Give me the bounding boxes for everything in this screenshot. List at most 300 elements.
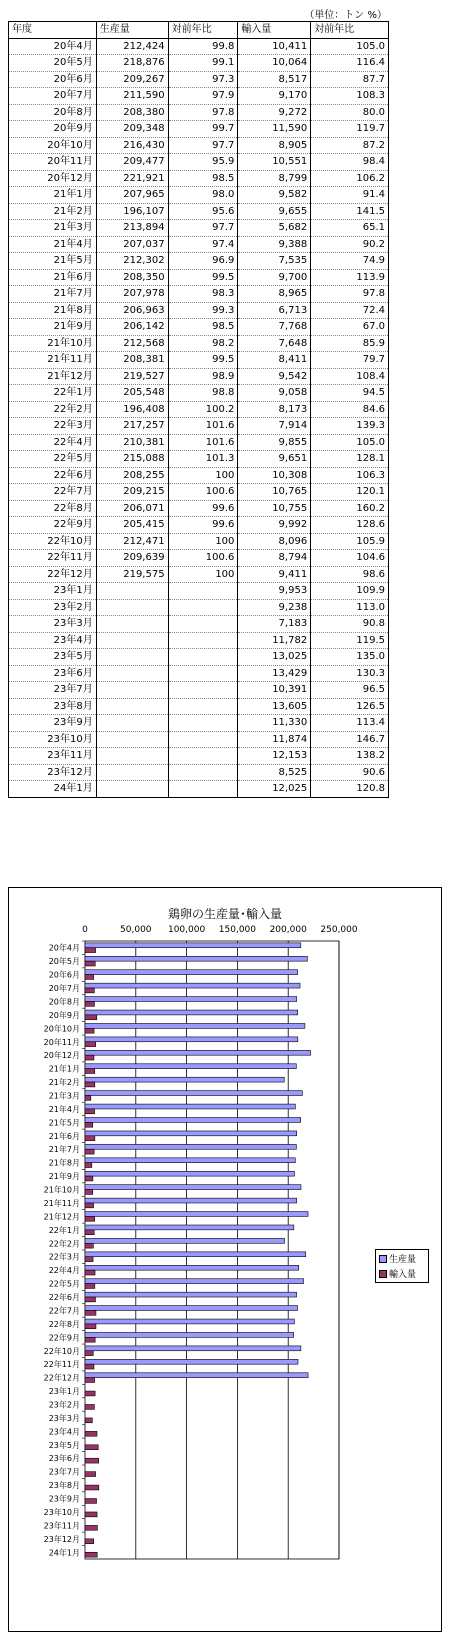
table-cell: 212,424 bbox=[96, 38, 168, 55]
y-category-label: 23年9月 bbox=[48, 1494, 80, 1504]
bar-import bbox=[85, 988, 94, 993]
y-category-label: 23年8月 bbox=[48, 1481, 80, 1491]
table-cell: 8,799 bbox=[238, 170, 311, 187]
table-cell bbox=[168, 748, 238, 765]
table-cell: 74.9 bbox=[311, 253, 389, 270]
y-category-label: 20年9月 bbox=[48, 1010, 80, 1020]
table-cell: 12,153 bbox=[238, 748, 311, 765]
table-row bbox=[9, 236, 389, 253]
bar-production bbox=[85, 1306, 298, 1311]
column-header: 対前年比 bbox=[311, 22, 389, 39]
table-cell: 22年10月 bbox=[9, 533, 97, 550]
table-cell: 23年2月 bbox=[9, 599, 97, 616]
y-category-label: 22年8月 bbox=[48, 1319, 80, 1329]
table-cell bbox=[168, 665, 238, 682]
table-cell: 138.2 bbox=[311, 748, 389, 765]
table-cell: 119.7 bbox=[311, 121, 389, 138]
table-row bbox=[9, 401, 389, 418]
table-cell: 196,408 bbox=[96, 401, 168, 418]
table-cell: 21年6月 bbox=[9, 269, 97, 286]
bar-production bbox=[85, 1104, 295, 1109]
table-row bbox=[9, 137, 389, 154]
column-header: 年度 bbox=[9, 22, 97, 39]
table-cell: 9,855 bbox=[238, 434, 311, 451]
bar-import bbox=[85, 1458, 99, 1463]
table-row bbox=[9, 253, 389, 270]
table-cell bbox=[168, 649, 238, 666]
table-cell: 207,965 bbox=[96, 187, 168, 204]
table-cell: 7,648 bbox=[238, 335, 311, 352]
bar-import bbox=[85, 1069, 95, 1074]
table-cell bbox=[96, 665, 168, 682]
table-cell: 10,755 bbox=[238, 500, 311, 517]
table-cell: 21年1月 bbox=[9, 187, 97, 204]
y-category-label: 21年1月 bbox=[48, 1064, 80, 1074]
table-cell: 208,350 bbox=[96, 269, 168, 286]
table-cell bbox=[96, 715, 168, 732]
bar-import bbox=[85, 1109, 95, 1114]
table-cell: 97.3 bbox=[168, 71, 238, 88]
table-row bbox=[9, 385, 389, 402]
bar-production bbox=[85, 1319, 294, 1324]
table-cell: 207,037 bbox=[96, 236, 168, 253]
table-cell: 209,215 bbox=[96, 484, 168, 501]
table-row bbox=[9, 368, 389, 385]
table-cell: 65.1 bbox=[311, 220, 389, 237]
x-tick-label: 200,000 bbox=[269, 925, 307, 935]
bar-import bbox=[85, 1472, 96, 1477]
table-row bbox=[9, 500, 389, 517]
bar-import bbox=[85, 1149, 94, 1154]
table-cell bbox=[168, 616, 238, 633]
table-cell: 116.4 bbox=[311, 55, 389, 72]
table-cell: 90.8 bbox=[311, 616, 389, 633]
table-cell: 9,058 bbox=[238, 385, 311, 402]
table-cell: 98.6 bbox=[311, 566, 389, 583]
table-cell: 20年8月 bbox=[9, 104, 97, 121]
table-cell: 10,551 bbox=[238, 154, 311, 171]
table-cell bbox=[96, 731, 168, 748]
bar-import bbox=[85, 961, 95, 966]
table-row bbox=[9, 583, 389, 600]
bar-production bbox=[85, 1010, 298, 1015]
table-cell bbox=[96, 583, 168, 600]
bar-production bbox=[85, 1064, 296, 1069]
table-cell: 8,096 bbox=[238, 533, 311, 550]
table-cell bbox=[96, 632, 168, 649]
table-row bbox=[9, 649, 389, 666]
table-cell: 21年7月 bbox=[9, 286, 97, 303]
table-cell: 101.6 bbox=[168, 418, 238, 435]
table-cell: 9,655 bbox=[238, 203, 311, 220]
table-cell: 11,874 bbox=[238, 731, 311, 748]
table-cell: 209,477 bbox=[96, 154, 168, 171]
legend-item-import bbox=[376, 1267, 428, 1280]
table-cell: 22年8月 bbox=[9, 500, 97, 517]
y-category-label: 22年10月 bbox=[43, 1346, 80, 1356]
table-cell: 108.3 bbox=[311, 88, 389, 105]
table-cell: 10,411 bbox=[238, 38, 311, 55]
table-cell: 22年5月 bbox=[9, 451, 97, 468]
table-cell bbox=[168, 731, 238, 748]
table-cell: 91.4 bbox=[311, 187, 389, 204]
y-category-label: 22年7月 bbox=[48, 1306, 80, 1316]
table-cell: 23年6月 bbox=[9, 665, 97, 682]
bar-import bbox=[85, 1055, 94, 1060]
table-cell bbox=[96, 649, 168, 666]
table-cell: 120.8 bbox=[311, 781, 389, 798]
table-cell: 128.6 bbox=[311, 517, 389, 534]
table-cell: 98.4 bbox=[311, 154, 389, 171]
table-row bbox=[9, 187, 389, 204]
table-cell: 130.3 bbox=[311, 665, 389, 682]
table-cell: 21年9月 bbox=[9, 319, 97, 336]
table-cell: 96.5 bbox=[311, 682, 389, 699]
table-cell: 20年9月 bbox=[9, 121, 97, 138]
table-row bbox=[9, 451, 389, 468]
y-category-label: 21年12月 bbox=[43, 1212, 80, 1222]
table-row bbox=[9, 632, 389, 649]
table-cell bbox=[96, 599, 168, 616]
table-row bbox=[9, 616, 389, 633]
y-category-label: 20年6月 bbox=[48, 970, 80, 980]
table-cell: 22年7月 bbox=[9, 484, 97, 501]
y-category-label: 22年1月 bbox=[48, 1225, 80, 1235]
table-cell: 12,025 bbox=[238, 781, 311, 798]
table-row bbox=[9, 698, 389, 715]
y-category-label: 22年6月 bbox=[48, 1293, 80, 1303]
bar-production bbox=[85, 1292, 297, 1297]
column-header: 輸入量 bbox=[238, 22, 311, 39]
bar-import bbox=[85, 1418, 92, 1423]
bar-import bbox=[85, 1351, 93, 1356]
table-cell: 22年1月 bbox=[9, 385, 97, 402]
table-row bbox=[9, 533, 389, 550]
bar-production bbox=[85, 1332, 294, 1337]
table-row bbox=[9, 434, 389, 451]
legend-swatch-import bbox=[379, 1270, 387, 1278]
table-row bbox=[9, 550, 389, 567]
table-row bbox=[9, 731, 389, 748]
table-cell: 23年8月 bbox=[9, 698, 97, 715]
bar-import bbox=[85, 1284, 95, 1289]
column-header: 生産量 bbox=[96, 22, 168, 39]
table-cell: 105.0 bbox=[311, 38, 389, 55]
y-category-label: 20年7月 bbox=[48, 984, 80, 994]
bar-import bbox=[85, 1270, 95, 1275]
table-cell: 13,429 bbox=[238, 665, 311, 682]
table-cell: 208,380 bbox=[96, 104, 168, 121]
table-cell: 90.2 bbox=[311, 236, 389, 253]
table-cell: 7,768 bbox=[238, 319, 311, 336]
table-row bbox=[9, 286, 389, 303]
y-category-label: 23年10月 bbox=[43, 1507, 80, 1517]
y-category-label: 20年5月 bbox=[48, 957, 80, 967]
table-cell: 94.5 bbox=[311, 385, 389, 402]
bar-production bbox=[85, 1091, 302, 1096]
table-cell: 98.9 bbox=[168, 368, 238, 385]
table-row bbox=[9, 71, 389, 88]
table-cell: 101.3 bbox=[168, 451, 238, 468]
bar-production bbox=[85, 970, 298, 975]
chart-legend bbox=[375, 1249, 429, 1283]
y-category-label: 22年11月 bbox=[43, 1360, 80, 1370]
table-cell: 209,267 bbox=[96, 71, 168, 88]
table-cell: 99.6 bbox=[168, 517, 238, 534]
table-cell: 100.6 bbox=[168, 550, 238, 567]
table-cell: 106.3 bbox=[311, 467, 389, 484]
y-category-label: 23年11月 bbox=[43, 1521, 80, 1531]
table-cell: 6,713 bbox=[238, 302, 311, 319]
table-cell bbox=[168, 764, 238, 781]
table-cell: 84.6 bbox=[311, 401, 389, 418]
bar-production bbox=[85, 1238, 285, 1243]
bar-import bbox=[85, 1096, 91, 1101]
table-cell: 9,700 bbox=[238, 269, 311, 286]
table-cell: 221,921 bbox=[96, 170, 168, 187]
table-cell: 101.6 bbox=[168, 434, 238, 451]
table-cell bbox=[168, 781, 238, 798]
table-cell: 99.5 bbox=[168, 352, 238, 369]
table-row bbox=[9, 715, 389, 732]
bar-import bbox=[85, 1552, 97, 1557]
column-header: 対前年比 bbox=[168, 22, 238, 39]
plot-frame bbox=[85, 941, 339, 1559]
table-cell: 205,415 bbox=[96, 517, 168, 534]
table-cell: 9,170 bbox=[238, 88, 311, 105]
table-row bbox=[9, 682, 389, 699]
table-cell: 22年3月 bbox=[9, 418, 97, 435]
bar-production bbox=[85, 997, 297, 1002]
table-cell: 23年11月 bbox=[9, 748, 97, 765]
table-cell: 8,905 bbox=[238, 137, 311, 154]
table-row bbox=[9, 121, 389, 138]
y-category-label: 20年10月 bbox=[43, 1024, 80, 1034]
table-row bbox=[9, 319, 389, 336]
table-cell: 8,173 bbox=[238, 401, 311, 418]
table-row bbox=[9, 599, 389, 616]
table-cell: 21年5月 bbox=[9, 253, 97, 270]
table-cell: 11,330 bbox=[238, 715, 311, 732]
table-cell bbox=[168, 632, 238, 649]
bar-import bbox=[85, 1082, 95, 1087]
table-cell: 8,794 bbox=[238, 550, 311, 567]
table-row bbox=[9, 220, 389, 237]
table-cell: 205,548 bbox=[96, 385, 168, 402]
table-cell: 11,590 bbox=[238, 121, 311, 138]
table-row bbox=[9, 170, 389, 187]
bar-import bbox=[85, 1539, 94, 1544]
table-cell: 8,965 bbox=[238, 286, 311, 303]
table-cell: 212,302 bbox=[96, 253, 168, 270]
table-cell: 216,430 bbox=[96, 137, 168, 154]
table-cell: 87.7 bbox=[311, 71, 389, 88]
table-cell: 22年4月 bbox=[9, 434, 97, 451]
data-table bbox=[8, 21, 389, 798]
bar-production bbox=[85, 1158, 295, 1163]
table-row bbox=[9, 88, 389, 105]
table-cell: 67.0 bbox=[311, 319, 389, 336]
bar-import bbox=[85, 1324, 96, 1329]
table-cell: 5,682 bbox=[238, 220, 311, 237]
y-category-label: 21年10月 bbox=[43, 1185, 80, 1195]
y-category-label: 20年11月 bbox=[43, 1037, 80, 1047]
table-cell: 105.0 bbox=[311, 434, 389, 451]
table-cell: 24年1月 bbox=[9, 781, 97, 798]
bar-import bbox=[85, 1230, 94, 1235]
y-category-label: 23年5月 bbox=[48, 1440, 80, 1450]
table-cell: 9,238 bbox=[238, 599, 311, 616]
table-cell: 22年6月 bbox=[9, 467, 97, 484]
bar-import bbox=[85, 1203, 94, 1208]
table-cell: 80.0 bbox=[311, 104, 389, 121]
y-category-label: 22年4月 bbox=[48, 1266, 80, 1276]
table-cell: 106.2 bbox=[311, 170, 389, 187]
y-category-label: 21年7月 bbox=[48, 1145, 80, 1155]
table-cell: 7,535 bbox=[238, 253, 311, 270]
table-cell: 100 bbox=[168, 467, 238, 484]
table-cell: 20年7月 bbox=[9, 88, 97, 105]
table-cell: 217,257 bbox=[96, 418, 168, 435]
table-cell: 99.3 bbox=[168, 302, 238, 319]
table-cell: 20年11月 bbox=[9, 154, 97, 171]
table-header-row bbox=[9, 22, 389, 39]
table-row bbox=[9, 302, 389, 319]
table-cell: 215,088 bbox=[96, 451, 168, 468]
bar-import bbox=[85, 1042, 96, 1047]
table-cell: 113.4 bbox=[311, 715, 389, 732]
bar-import bbox=[85, 1243, 93, 1248]
table-cell: 99.8 bbox=[168, 38, 238, 55]
x-tick-label: 150,000 bbox=[218, 925, 257, 935]
table-cell: 7,183 bbox=[238, 616, 311, 633]
table-cell: 21年8月 bbox=[9, 302, 97, 319]
chart-area bbox=[8, 887, 442, 1632]
table-cell: 23年5月 bbox=[9, 649, 97, 666]
x-tick-label: 100,000 bbox=[167, 925, 206, 935]
table-cell: 23年9月 bbox=[9, 715, 97, 732]
table-cell: 128.1 bbox=[311, 451, 389, 468]
table-cell: 9,651 bbox=[238, 451, 311, 468]
table-cell: 9,542 bbox=[238, 368, 311, 385]
table-cell: 98.3 bbox=[168, 286, 238, 303]
table-cell: 23年12月 bbox=[9, 764, 97, 781]
table-cell: 113.0 bbox=[311, 599, 389, 616]
table-cell: 213,894 bbox=[96, 220, 168, 237]
bar-production bbox=[85, 1212, 308, 1217]
table-row bbox=[9, 764, 389, 781]
table-cell: 210,381 bbox=[96, 434, 168, 451]
table-cell: 23年3月 bbox=[9, 616, 97, 633]
bar-production bbox=[85, 1185, 301, 1190]
table-cell: 20年12月 bbox=[9, 170, 97, 187]
y-category-label: 21年6月 bbox=[48, 1131, 80, 1141]
table-cell: 23年1月 bbox=[9, 583, 97, 600]
table-cell: 23年7月 bbox=[9, 682, 97, 699]
bar-import bbox=[85, 1122, 93, 1127]
y-category-label: 22年12月 bbox=[43, 1373, 80, 1383]
x-tick-label: 0 bbox=[82, 925, 88, 935]
table-cell: 13,605 bbox=[238, 698, 311, 715]
bar-production bbox=[85, 1077, 284, 1082]
y-category-label: 21年3月 bbox=[48, 1091, 80, 1101]
table-cell bbox=[168, 682, 238, 699]
y-category-label: 21年11月 bbox=[43, 1198, 80, 1208]
table-cell: 21年10月 bbox=[9, 335, 97, 352]
bar-production bbox=[85, 1346, 301, 1351]
table-cell: 20年10月 bbox=[9, 137, 97, 154]
bar-production bbox=[85, 1037, 298, 1042]
table-cell: 13,025 bbox=[238, 649, 311, 666]
table-cell: 97.8 bbox=[168, 104, 238, 121]
table-cell: 87.2 bbox=[311, 137, 389, 154]
table-cell: 97.9 bbox=[168, 88, 238, 105]
bar-production bbox=[85, 1131, 297, 1136]
table-cell: 21年12月 bbox=[9, 368, 97, 385]
bar-import bbox=[85, 1257, 93, 1262]
table-cell: 9,272 bbox=[238, 104, 311, 121]
bar-import bbox=[85, 1297, 95, 1302]
table-cell: 10,064 bbox=[238, 55, 311, 72]
table-cell bbox=[96, 616, 168, 633]
table-cell: 97.7 bbox=[168, 220, 238, 237]
y-category-label: 20年12月 bbox=[43, 1051, 80, 1061]
table-cell: 218,876 bbox=[96, 55, 168, 72]
table-row bbox=[9, 55, 389, 72]
table-cell: 212,471 bbox=[96, 533, 168, 550]
bar-import bbox=[85, 1485, 99, 1490]
bar-import bbox=[85, 1378, 95, 1383]
bar-production bbox=[85, 1171, 294, 1176]
table-row bbox=[9, 781, 389, 798]
bar-production bbox=[85, 1050, 310, 1055]
table-cell: 212,568 bbox=[96, 335, 168, 352]
bar-import bbox=[85, 1512, 97, 1517]
table-cell: 72.4 bbox=[311, 302, 389, 319]
y-category-label: 23年4月 bbox=[48, 1427, 80, 1437]
table-cell: 98.2 bbox=[168, 335, 238, 352]
table-cell: 79.7 bbox=[311, 352, 389, 369]
table-cell: 20年6月 bbox=[9, 71, 97, 88]
table-cell: 196,107 bbox=[96, 203, 168, 220]
table-cell: 97.4 bbox=[168, 236, 238, 253]
table-cell: 120.1 bbox=[311, 484, 389, 501]
table-cell: 97.8 bbox=[311, 286, 389, 303]
table-cell: 98.5 bbox=[168, 319, 238, 336]
y-category-label: 22年5月 bbox=[48, 1279, 80, 1289]
table-cell: 100.2 bbox=[168, 401, 238, 418]
table-cell: 95.9 bbox=[168, 154, 238, 171]
y-category-label: 23年12月 bbox=[43, 1534, 80, 1544]
table-cell bbox=[96, 764, 168, 781]
table-row bbox=[9, 335, 389, 352]
bar-import bbox=[85, 975, 94, 980]
table-cell: 9,388 bbox=[238, 236, 311, 253]
table-cell: 105.9 bbox=[311, 533, 389, 550]
table-row bbox=[9, 269, 389, 286]
table-cell: 7,914 bbox=[238, 418, 311, 435]
unit-label: （単位：トン %） bbox=[304, 10, 387, 21]
table-cell: 21年11月 bbox=[9, 352, 97, 369]
table-cell: 99.7 bbox=[168, 121, 238, 138]
bar-import bbox=[85, 1445, 98, 1450]
bar-production bbox=[85, 1023, 305, 1028]
table-cell: 22年2月 bbox=[9, 401, 97, 418]
bar-import bbox=[85, 1431, 97, 1436]
table-cell: 23年4月 bbox=[9, 632, 97, 649]
table-cell: 22年12月 bbox=[9, 566, 97, 583]
bar-import bbox=[85, 1015, 97, 1020]
